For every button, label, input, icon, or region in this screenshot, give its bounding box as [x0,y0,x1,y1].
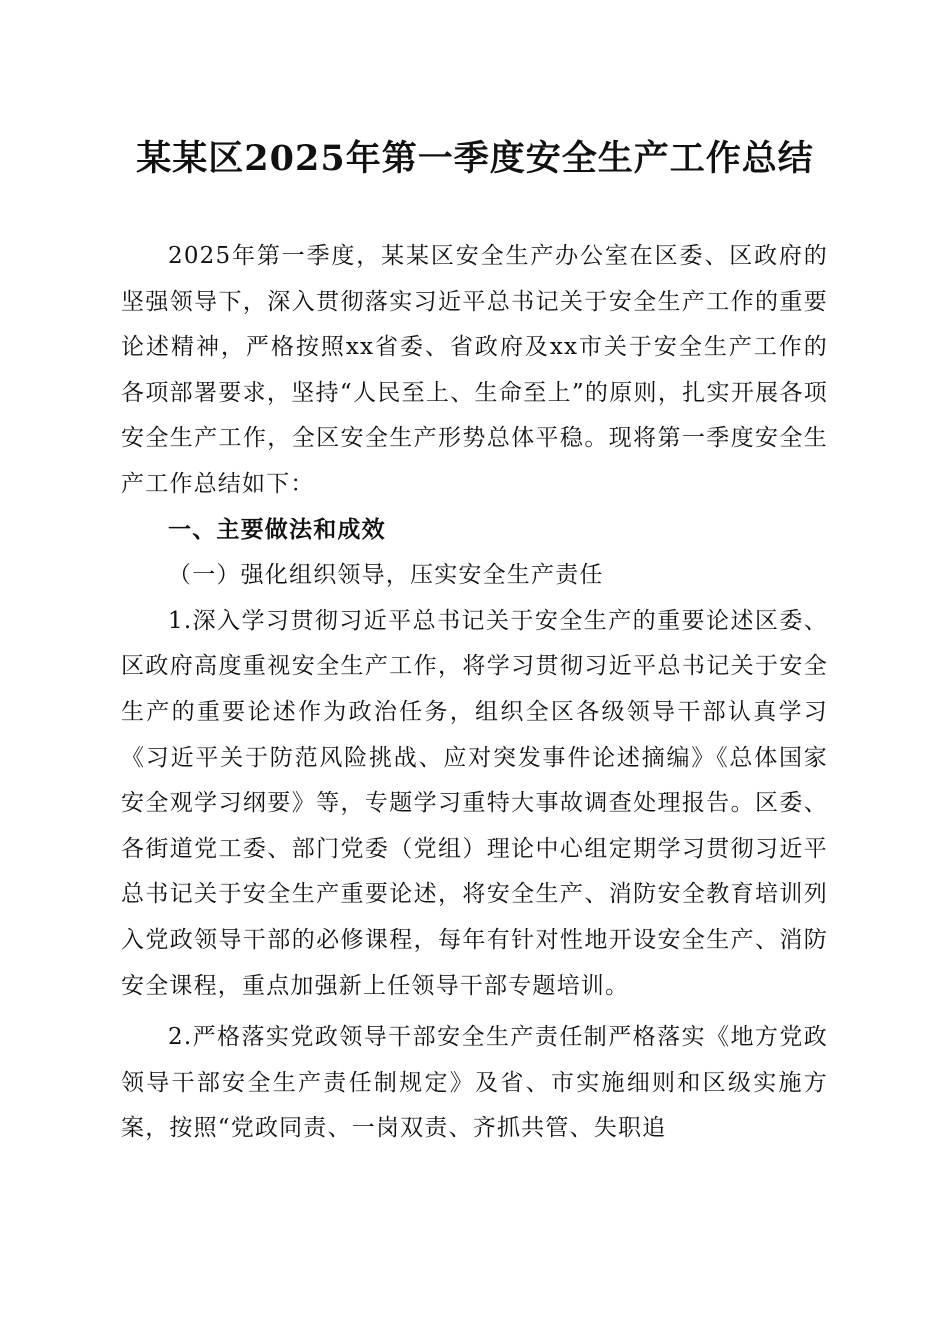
document-title: 某某区2025年第一季度安全生产工作总结 [136,138,814,179]
document-body [121,234,828,1152]
intro-paragraph: 2025年第一季度，某某区安全生产办公室在区委、区政府的坚强领导下，深入贯彻落实习近平总书记关于安全生产工作的重要论述精神，严格按照xx省委、省政府及xx市关于安全生产工作的各项部署要求，坚持“人民至上、生命至上”的原则，扎实开展各项安全生产工作，全区安全生产形势总体平稳。现将第一季度安全生产工作总结如下： [121,243,828,497]
section-heading-main-practices: 一、主要做法和成效 [168,516,386,543]
body-paragraph-2: 2.严格落实党政领导干部安全生产责任制严格落实《地方党政领导干部安全生产责任制规定》及省、市实施细则和区级实施方案，按照“党政同责、一岗双责、齐抓共管、失职追 [121,1024,828,1142]
subsection-heading-organization: （一）强化组织领导，压实安全生产责任 [168,562,604,589]
body-paragraph-1: 1.深入学习贯彻习近平总书记关于安全生产的重要论述区委、区政府高度重视安全生产工作，将学习贯彻习近平总书记关于安全生产的重要论述作为政治任务，组织全区各级领导干部认真学习《习近平关于防范风险挑战、应对突发事件论述摘编》《总体国家安全观学习纲要》等，专题学习重特大事故调查处理报告。区委、各街道党工委、部门党委（党组）理论中心组定期学习贯彻习近平总书记关于安全生产重要论述，将安全生产、消防安全教育培训列入党政领导干部的必修课程，每年有针对性地开设安全生产、消防安全课程，重点加强新上任领导干部专题培训。 [121,607,828,999]
